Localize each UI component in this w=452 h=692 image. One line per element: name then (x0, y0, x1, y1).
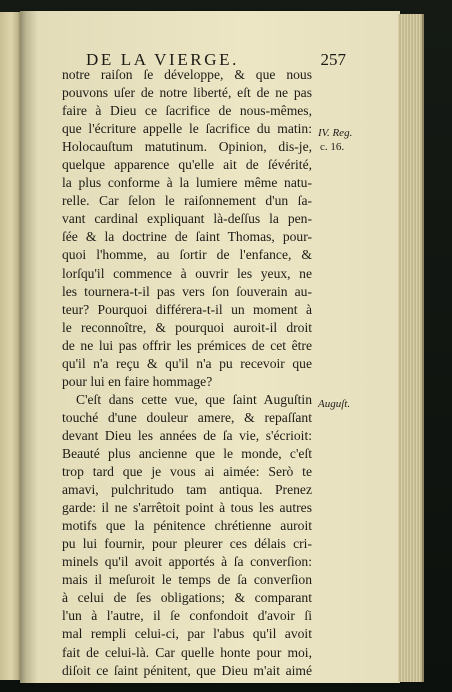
text-line: relle. Car ſelon le raiſonnement d'un ſa- (62, 193, 312, 209)
text-line: ſée & la doctrine de ſaint Thomas, pour- (62, 229, 312, 245)
running-head: DE LA VIERGE. (86, 50, 239, 69)
text-line: trop tard que je vous ai aimée: Serò te (62, 464, 312, 480)
text-line: Holocauſtum matutinum. Opinion, dis-je, (62, 139, 312, 155)
body-text (62, 66, 312, 680)
text-line: à celui de ſes obligations; & comparant (62, 590, 312, 606)
text-line: teur? Pourquoi différera-t-il un moment à (62, 301, 312, 317)
text-line: Beauté plus ancienne que le monde, c'eſt (62, 445, 312, 461)
margin-reference: Auguſt. (318, 398, 351, 410)
text-line: fait de celui-là. Car quelle honte pour moi, (62, 644, 312, 660)
page-block-edges (398, 14, 424, 682)
text-line: amavi, pulchritudo tam antiqua. Prenez (62, 482, 312, 498)
text-line: devant Dieu les années de ſa vie, s'écrioit: (62, 427, 312, 443)
text-line: mais il meſuroit le temps de ſa converſion (62, 572, 312, 588)
text-line: qu'il n'a reçu & qu'il n'a pu recevoir que (62, 355, 312, 371)
text-line: diſoit ce ſaint pénitent, que Dieu m'ait aimé (62, 662, 312, 678)
facing-page-edge (0, 12, 20, 680)
text-line: que l'écriture appelle le ſacrifice du matin: (62, 121, 312, 137)
text-line: minels qu'il avoit apportés à ſa converſion: (62, 554, 312, 570)
margin-reference: IV. Reg. (318, 127, 353, 139)
text-line: touché d'une douleur amere, & repaſſant (62, 409, 312, 425)
text-line: C'eſt dans cette vue, que ſaint Auguſtin (76, 391, 312, 407)
text-line: les tournera-t-il pas vers ſon ſouverain au- (62, 283, 312, 299)
text-line: mal rempli celui-ci, par l'abus qu'il avoit (62, 626, 312, 642)
text-line: pu lui fournir, pour pleurer ces délais cri- (62, 536, 312, 552)
text-line: lorſqu'il commence à ouvrir les yeux, ne (62, 265, 312, 281)
text-line: l'un à l'autre, il ſe confondoit d'avoir ſi (62, 608, 312, 624)
text-line: motifs que la pénitence chrétienne auroit (62, 518, 312, 534)
text-line: notre raiſon ſe développe, & que nous (62, 67, 312, 82)
text-line: le reconnoître, & pourquoi auroit-il droit (62, 319, 312, 335)
text-line: de ne lui pas offrir les prémices de cet être (62, 337, 312, 353)
page-number: 257 (320, 50, 346, 69)
text-line: faire à Dieu ce ſacrifice de nous-mêmes, (62, 103, 312, 119)
text-line: la plus conforme à la lumiere même natu- (62, 175, 312, 191)
text-line: pouvons uſer de notre liberté, eſt de ne pas (62, 85, 312, 101)
text-line: garde: il ne s'arrêtoit point à tous les autres (62, 500, 312, 516)
margin-reference: c. 16. (320, 141, 345, 153)
text-line: vant cardinal expliquant là-deſſus la pen- (62, 211, 312, 227)
text-line: pour lui en faire hommage? (62, 373, 213, 389)
text-line: quelque apparence qu'elle ait de ſévérité, (62, 157, 312, 173)
text-line: quoi l'homme, au ſortir de l'enfance, & (62, 247, 312, 263)
